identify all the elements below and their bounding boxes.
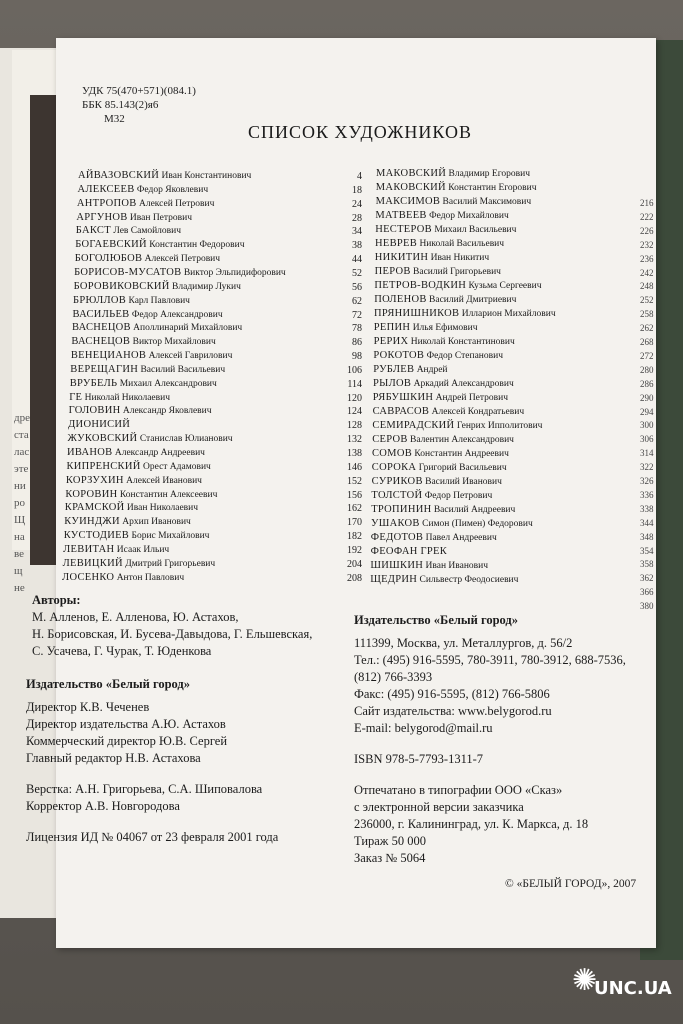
page-number: 204 bbox=[347, 558, 362, 570]
contact-line: Тел.: (495) 916-5595, 780-3911, 780-3912, 688-7536, bbox=[354, 653, 626, 667]
artist-surname: КУИНДЖИ bbox=[64, 516, 120, 528]
artist-given-names: Василий Андреевич bbox=[431, 505, 516, 515]
page-number: 38 bbox=[352, 240, 362, 252]
artist-surname: РОКОТОВ bbox=[373, 350, 425, 361]
artist-entry bbox=[75, 253, 220, 264]
page-number: 242 bbox=[640, 267, 654, 278]
artist-surname: НЕВРЕВ bbox=[375, 238, 418, 249]
page-number: 290 bbox=[640, 392, 654, 403]
artist-given-names: Исаак Ильич bbox=[114, 544, 170, 555]
contact-line: (812) 766-3393 bbox=[354, 670, 433, 684]
artist-surname: ПЕТРОВ-ВОДКИН bbox=[374, 280, 467, 291]
watermark-text: UNC.UA bbox=[594, 978, 672, 999]
artist-entry bbox=[372, 434, 514, 445]
publisher-contact-block bbox=[354, 612, 626, 867]
artist-entry bbox=[374, 336, 515, 347]
artist-given-names: Андрей bbox=[414, 365, 448, 375]
artist-given-names: Алексей Гаврилович bbox=[146, 351, 233, 362]
artist-given-names: Константин Федорович bbox=[146, 240, 245, 251]
artist-surname: АНТРОПОВ bbox=[76, 197, 137, 209]
page-number: 272 bbox=[640, 350, 654, 361]
artist-surname: АРГУНОВ bbox=[76, 211, 128, 223]
page-number: 86 bbox=[352, 337, 362, 349]
artist-given-names: Кузьма Сергеевич bbox=[466, 281, 542, 291]
artist-surname: ШИШКИН bbox=[370, 560, 424, 571]
artist-entry bbox=[75, 239, 244, 250]
artist-surname: РУБЛЕВ bbox=[373, 364, 415, 375]
artist-given-names: Федор Степанович bbox=[424, 351, 503, 361]
artist-surname: ЩЕДРИН bbox=[370, 574, 418, 585]
artist-entry bbox=[372, 448, 509, 459]
artist-surname: КОРОВИН bbox=[65, 488, 118, 500]
artist-surname: ФЕДОТОВ bbox=[370, 532, 424, 543]
contact-line: 111399, Москва, ул. Металлургов, д. 56/2 bbox=[354, 636, 573, 650]
authors-line: Н. Борисовская, И. Бусева-Давыдова, Г. Ельшевская, bbox=[32, 627, 313, 641]
page-number: 232 bbox=[640, 239, 654, 250]
artist-surname: ТОЛСТОЙ bbox=[371, 490, 423, 501]
page-number: 34 bbox=[352, 226, 362, 238]
staff-line: Директор К.В. Чеченев bbox=[26, 700, 150, 714]
artist-given-names: Василий Иванович bbox=[422, 477, 502, 487]
artist-surname: СУРИКОВ bbox=[371, 476, 423, 487]
catalog-codes bbox=[82, 84, 196, 126]
page-number: 226 bbox=[640, 225, 654, 236]
artist-surname: ИВАНОВ bbox=[67, 447, 113, 458]
page-number: 44 bbox=[352, 254, 362, 266]
artist-given-names: Александр Андреевич bbox=[112, 448, 205, 458]
artist-entry bbox=[69, 392, 170, 403]
artist-entry bbox=[77, 184, 208, 195]
artist-surname: СОМОВ bbox=[372, 448, 413, 459]
page-number: 248 bbox=[640, 281, 654, 292]
artist-entry bbox=[376, 182, 537, 193]
page-number: 216 bbox=[640, 198, 654, 208]
page-title: СПИСОК ХУДОЖНИКОВ bbox=[248, 122, 472, 142]
artist-entry bbox=[74, 267, 286, 278]
artist-entry bbox=[74, 281, 241, 292]
artist-surname: КОРЗУХИН bbox=[65, 474, 124, 486]
previous-page-fragment: не bbox=[14, 582, 25, 594]
page-number: 286 bbox=[640, 378, 654, 389]
authors-heading: Авторы: bbox=[32, 593, 81, 607]
author-code: М32 bbox=[104, 113, 125, 125]
artist-surname: МАКСИМОВ bbox=[375, 196, 441, 207]
artist-entry bbox=[68, 419, 130, 430]
previous-page-fragment: на bbox=[14, 531, 25, 543]
artist-surname: ГЕ bbox=[69, 391, 83, 403]
artist-given-names: Иван Никитич bbox=[428, 253, 490, 263]
artist-surname: КРАМСКОЙ bbox=[64, 502, 125, 514]
udk-code: УДК 75(470+571)(084.1) bbox=[82, 85, 196, 97]
print-line: с электронной версии заказчика bbox=[354, 800, 524, 814]
authors-line: С. Усачева, Г. Чурак, Т. Юденкова bbox=[32, 644, 212, 658]
artist-given-names: Павел Андреевич bbox=[423, 533, 497, 543]
page-number: 114 bbox=[347, 378, 362, 390]
artist-surname: РЯБУШКИН bbox=[372, 392, 434, 403]
artist-surname: ПОЛЕНОВ bbox=[374, 294, 427, 305]
artist-entry bbox=[371, 532, 497, 543]
page-number: 300 bbox=[640, 420, 654, 431]
artist-given-names: Аполлинарий Михайлович bbox=[130, 323, 243, 334]
artist-given-names: Алексей Кондратьевич bbox=[429, 407, 525, 417]
artist-given-names: Иван Николаевич bbox=[124, 503, 199, 514]
previous-page-fragment: щ bbox=[14, 565, 23, 577]
artist-entry bbox=[65, 489, 217, 500]
artist-given-names: Сильвестр Феодосиевич bbox=[417, 575, 519, 585]
artist-surname: ФЕОФАН ГРЕК bbox=[370, 546, 448, 557]
artist-given-names: Илларион Михайлович bbox=[459, 309, 556, 319]
artist-entry bbox=[371, 518, 533, 529]
artist-given-names: Михаил Александрович bbox=[117, 378, 217, 389]
artist-given-names: Валентин Александрович bbox=[407, 435, 514, 445]
artist-entry bbox=[372, 462, 507, 473]
page-number: 336 bbox=[640, 489, 654, 500]
artist-surname: БАКСТ bbox=[75, 225, 111, 237]
publisher-staff-block bbox=[26, 676, 278, 846]
staff-line: Коммерческий директор Ю.В. Сергей bbox=[26, 734, 228, 748]
artist-given-names: Василий Максимович bbox=[440, 197, 532, 207]
artist-entry bbox=[376, 168, 530, 179]
artist-entry bbox=[372, 420, 542, 431]
contact-line: Факс: (495) 916-5595, (812) 766-5806 bbox=[354, 687, 550, 701]
artist-given-names: Виктор Михайлович bbox=[130, 337, 216, 348]
artist-given-names: Алексей Петрович bbox=[142, 254, 221, 265]
print-run-line: Тираж 50 000 bbox=[354, 834, 426, 848]
page-number: 128 bbox=[347, 420, 362, 432]
dark-illustration-edge bbox=[30, 95, 56, 565]
page-number: 208 bbox=[347, 572, 362, 584]
artist-entry bbox=[370, 574, 518, 585]
artist-given-names: Константин Егорович bbox=[445, 183, 537, 193]
artist-given-names: Владимир Егорович bbox=[446, 169, 530, 179]
page-number: 28 bbox=[352, 212, 362, 224]
artist-entry bbox=[63, 558, 216, 569]
artist-given-names: Федор Петрович bbox=[422, 491, 493, 501]
page-number: 56 bbox=[352, 281, 362, 293]
artist-given-names: Иван Константинович bbox=[159, 171, 252, 181]
artist-given-names: Федор Михайлович bbox=[426, 211, 509, 221]
page-number: 314 bbox=[640, 448, 654, 459]
artist-entry bbox=[373, 392, 508, 403]
page-number: 222 bbox=[640, 211, 654, 222]
artist-entry bbox=[371, 490, 492, 501]
artist-entry bbox=[374, 294, 516, 305]
artist-surname: КИПРЕНСКИЙ bbox=[66, 460, 141, 472]
artist-given-names: Александр Яковлевич bbox=[120, 406, 212, 417]
artist-given-names: Федор Александрович bbox=[129, 309, 223, 320]
staff-line: Директор издательства А.Ю. Астахов bbox=[26, 717, 226, 731]
artist-surname: РЕРИХ bbox=[373, 336, 409, 347]
page-number: 62 bbox=[352, 295, 362, 307]
artist-surname: ПЕРОВ bbox=[374, 266, 411, 277]
website-line: Сайт издательства: www.belygorod.ru bbox=[354, 704, 552, 718]
page-number: 24 bbox=[352, 198, 362, 210]
artist-surname: РЕПИН bbox=[373, 322, 411, 333]
page-number: 348 bbox=[640, 531, 654, 542]
artist-entry bbox=[71, 336, 215, 347]
artist-given-names: Алексей Петрович bbox=[136, 198, 215, 209]
page-number: 358 bbox=[640, 559, 654, 570]
page-number: 252 bbox=[640, 295, 654, 306]
page-number: 326 bbox=[640, 476, 654, 486]
page-number: 98 bbox=[352, 351, 362, 363]
artist-surname: ВРУБЕЛЬ bbox=[69, 377, 118, 389]
publisher-heading: Издательство «Белый город» bbox=[26, 677, 191, 691]
artist-given-names: Иван Петрович bbox=[127, 212, 193, 223]
artist-surname: БОРИСОВ-МУСАТОВ bbox=[74, 266, 182, 278]
artist-surname: ПРЯНИШНИКОВ bbox=[374, 308, 460, 319]
copyright: © «БЕЛЫЙ ГОРОД», 2007 bbox=[505, 878, 637, 890]
artist-surname: БОГОЛЮБОВ bbox=[74, 253, 143, 265]
previous-page-fragment: Щ bbox=[14, 514, 26, 526]
artist-surname: ВАСИЛЬЕВ bbox=[72, 308, 130, 320]
artist-entry bbox=[375, 252, 489, 263]
artist-given-names: Илья Ефимович bbox=[410, 323, 478, 333]
artist-entry bbox=[375, 210, 508, 221]
artist-entry bbox=[374, 308, 556, 319]
artist-surname: БОГАЕВСКИЙ bbox=[75, 239, 147, 251]
artist-entry bbox=[373, 406, 525, 417]
artist-surname: ВАСНЕЦОВ bbox=[71, 336, 131, 348]
page-number: 380 bbox=[640, 601, 654, 612]
previous-page-fragment: ве bbox=[14, 548, 25, 560]
artist-surname: ГОЛОВИН bbox=[68, 405, 121, 417]
artist-surname: РЫЛОВ bbox=[373, 378, 412, 389]
email-line: E-mail: belygorod@mail.ru bbox=[354, 721, 493, 735]
page-number: 280 bbox=[640, 364, 654, 375]
page-number: 120 bbox=[347, 392, 362, 404]
page-number: 78 bbox=[352, 323, 362, 335]
artist-surname: НИКИТИН bbox=[374, 252, 429, 263]
artist-surname: СЕРОВ bbox=[372, 434, 408, 445]
artist-surname: ЛОСЕНКО bbox=[62, 571, 115, 583]
artist-given-names: Аркадий Александрович bbox=[411, 379, 514, 389]
authors-block bbox=[32, 592, 312, 660]
page-number: 106 bbox=[347, 364, 362, 376]
artist-given-names: Василий Григорьевич bbox=[410, 267, 501, 277]
artist-surname: СОРОКА bbox=[371, 462, 417, 473]
artist-surname: ВАСНЕЦОВ bbox=[71, 322, 131, 334]
page-number: 170 bbox=[347, 517, 362, 529]
artist-entry bbox=[66, 475, 202, 486]
page-number: 52 bbox=[352, 267, 362, 279]
artist-entry bbox=[72, 322, 242, 333]
artist-entry bbox=[73, 295, 190, 306]
artist-entry bbox=[374, 322, 478, 333]
artist-given-names: Орест Адамович bbox=[140, 461, 211, 472]
artist-given-names: Антон Павлович bbox=[114, 572, 185, 583]
previous-page-fragment: ро bbox=[14, 497, 25, 509]
artist-surname: МАТВЕЕВ bbox=[375, 210, 427, 221]
page-number: 306 bbox=[640, 434, 654, 445]
previous-page-fragment: эте bbox=[14, 463, 29, 475]
artist-entry bbox=[70, 378, 217, 389]
artist-given-names: Григорий Васильевич bbox=[416, 463, 507, 473]
page-number: 366 bbox=[640, 587, 654, 598]
artist-surname: ЛЕВИТАН bbox=[63, 543, 115, 555]
artist-surname: АЛЕКСЕЕВ bbox=[77, 183, 135, 195]
artist-entry bbox=[370, 560, 488, 571]
artist-surname: УШАКОВ bbox=[371, 518, 420, 529]
page-number: 162 bbox=[347, 503, 362, 515]
artist-surname: ЖУКОВСКИЙ bbox=[67, 433, 138, 445]
artist-surname: ЛЕВИЦКИЙ bbox=[62, 557, 123, 569]
artist-entry bbox=[66, 461, 210, 472]
artist-given-names: Виктор Эльпидифорович bbox=[181, 267, 286, 278]
artist-entry bbox=[76, 225, 181, 236]
artist-given-names: Станислав Юлианович bbox=[137, 434, 233, 445]
page-number: 124 bbox=[347, 406, 362, 418]
artist-surname: НЕСТЕРОВ bbox=[375, 224, 432, 235]
artist-entry bbox=[375, 238, 504, 249]
artist-entry bbox=[67, 447, 205, 458]
artist-given-names: Константин Андреевич bbox=[412, 449, 509, 459]
artist-entry bbox=[373, 350, 503, 361]
artist-entry bbox=[375, 224, 516, 235]
page-number: 72 bbox=[352, 309, 362, 321]
page-number: 338 bbox=[640, 503, 654, 514]
artist-surname: ТРОПИНИН bbox=[371, 504, 432, 515]
artist-entry bbox=[373, 364, 447, 375]
artist-entry bbox=[65, 502, 198, 513]
authors-line: М. Алленов, Е. Алленова, Ю. Астахов, bbox=[32, 610, 239, 624]
artist-entry bbox=[371, 546, 447, 557]
artist-entry bbox=[64, 516, 191, 527]
page-number: 192 bbox=[347, 544, 362, 556]
artist-surname: ВЕРЕЩАГИН bbox=[70, 363, 139, 375]
artist-entry bbox=[64, 530, 210, 541]
order-line: Заказ № 5064 bbox=[354, 851, 426, 865]
artist-entry bbox=[63, 544, 169, 555]
artist-entry bbox=[77, 198, 214, 209]
page-number: 146 bbox=[347, 461, 362, 473]
page-number: 344 bbox=[640, 517, 654, 528]
artist-entry bbox=[372, 476, 502, 487]
artist-given-names: Владимир Лукич bbox=[169, 281, 241, 292]
artist-given-names: Лев Самойлович bbox=[110, 226, 182, 237]
artist-entry bbox=[78, 170, 251, 181]
page-number: 182 bbox=[347, 531, 362, 543]
page-number: 362 bbox=[640, 573, 654, 584]
artist-surname: АЙВАЗОВСКИЙ bbox=[78, 170, 160, 181]
artist-surname: ВЕНЕЦИАНОВ bbox=[70, 350, 147, 362]
page-number: 156 bbox=[347, 489, 362, 501]
artist-entry bbox=[71, 350, 233, 361]
artist-given-names: Николай Васильевич bbox=[417, 239, 505, 249]
artist-entry bbox=[374, 280, 541, 291]
artist-entry bbox=[69, 405, 212, 416]
page-number: 138 bbox=[347, 448, 362, 459]
artist-given-names: Карл Павлович bbox=[126, 295, 190, 306]
artist-given-names: Константин Алексеевич bbox=[117, 489, 218, 500]
artist-surname: БРЮЛЛОВ bbox=[73, 294, 127, 306]
artist-given-names: Симон (Пимен) Федорович bbox=[419, 519, 533, 529]
artist-surname: САВРАСОВ bbox=[372, 406, 430, 417]
artist-given-names: Генрих Ипполитович bbox=[454, 421, 543, 431]
layout-credit: Верстка: А.Н. Григорьева, С.А. Шиповалова bbox=[26, 782, 263, 796]
page-number: 4 bbox=[357, 171, 362, 182]
print-line: 236000, г. Калининград, ул. К. Маркса, д. 18 bbox=[354, 817, 589, 831]
print-line: Отпечатано в типографии ООО «Сказ» bbox=[354, 783, 563, 797]
watermark-logo bbox=[572, 963, 677, 1014]
page-number: 132 bbox=[347, 434, 362, 446]
publisher-heading: Издательство «Белый город» bbox=[354, 613, 519, 627]
page-number: 258 bbox=[640, 309, 654, 320]
artist-given-names: Борис Михайлович bbox=[129, 531, 210, 542]
previous-page-fragment: лас bbox=[14, 446, 30, 458]
page-number: 262 bbox=[640, 323, 654, 334]
page-number: 268 bbox=[640, 337, 654, 347]
previous-page-fragment: дре bbox=[14, 412, 30, 424]
previous-page-fragment: ни bbox=[14, 480, 26, 492]
artist-entry bbox=[371, 504, 515, 515]
artist-given-names: Михаил Васильевич bbox=[431, 225, 517, 235]
artist-surname: ДИОНИСИЙ bbox=[68, 419, 131, 431]
artist-given-names: Николай Константинович bbox=[408, 337, 515, 347]
artist-entry bbox=[375, 266, 501, 277]
page-number: 322 bbox=[640, 462, 654, 473]
artist-given-names: Николай Николаевич bbox=[82, 392, 170, 403]
page-number: 294 bbox=[640, 406, 654, 417]
artist-entry bbox=[73, 309, 223, 320]
page-number: 354 bbox=[640, 545, 654, 556]
page-number: 18 bbox=[352, 184, 362, 196]
artist-surname: МАКОВСКИЙ bbox=[375, 182, 446, 193]
license-line: Лицензия ИД № 04067 от 23 февраля 2001 года bbox=[26, 830, 279, 844]
starburst-icon: ✺ bbox=[572, 963, 598, 998]
isbn-line: ISBN 978-5-7793-1311-7 bbox=[354, 752, 484, 766]
artist-surname: БОРОВИКОВСКИЙ bbox=[73, 280, 170, 292]
artist-given-names: Иван Иванович bbox=[423, 561, 489, 571]
artist-surname: СЕМИРАДСКИЙ bbox=[372, 420, 455, 431]
page-number: 236 bbox=[640, 253, 654, 264]
bbk-code: ББК 85.143(2)я6 bbox=[82, 99, 159, 111]
artist-given-names: Василий Васильевич bbox=[138, 364, 226, 375]
artist-entry bbox=[373, 378, 514, 389]
artist-surname: МАКОВСКИЙ bbox=[376, 168, 447, 179]
staff-line: Главный редактор Н.В. Астахова bbox=[26, 751, 201, 765]
artist-given-names: Дмитрий Григорьевич bbox=[122, 558, 216, 569]
artist-entry bbox=[68, 433, 233, 444]
artist-entry bbox=[62, 572, 184, 583]
artist-surname: КУСТОДИЕВ bbox=[63, 530, 130, 542]
artist-given-names: Алексей Иванович bbox=[123, 475, 202, 486]
artist-given-names: Архип Иванович bbox=[119, 517, 191, 528]
artist-given-names: Федор Яковлевич bbox=[134, 184, 209, 195]
artist-entry bbox=[376, 196, 532, 207]
artist-entry bbox=[70, 364, 225, 375]
previous-page-fragment: ста bbox=[14, 429, 29, 441]
artist-entry bbox=[76, 212, 192, 223]
corrector-credit: Корректор А.В. Новгородова bbox=[26, 799, 180, 813]
artist-given-names: Андрей Петрович bbox=[433, 393, 509, 403]
artist-given-names: Василий Дмитриевич bbox=[426, 295, 517, 305]
page-number: 152 bbox=[347, 475, 362, 487]
